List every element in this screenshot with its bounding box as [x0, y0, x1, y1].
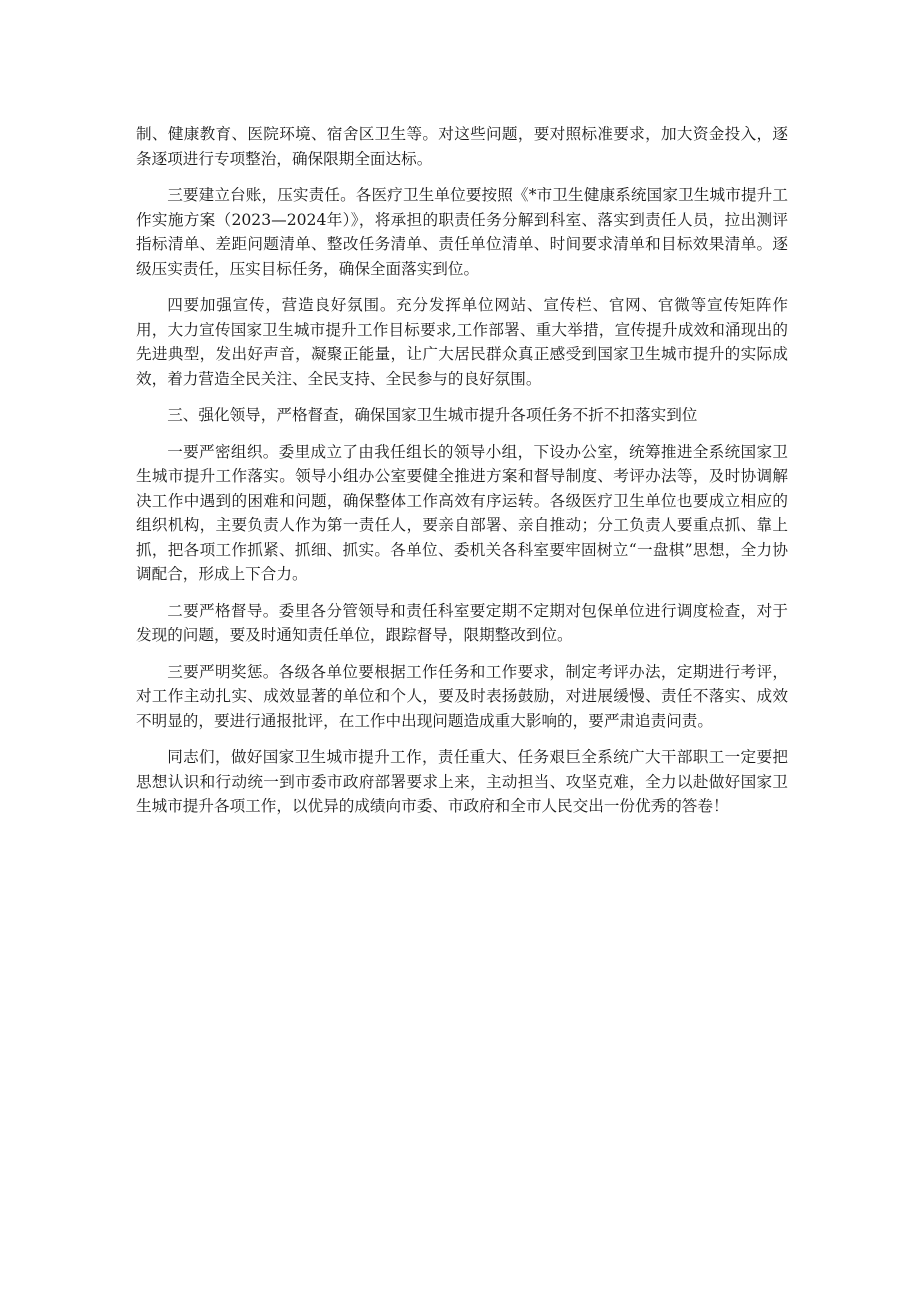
paragraph-organization: 一要严密组织。委里成立了由我任组长的领导小组，下设办公室，统筹推进全系统国家卫生城市提升工作落实。领导小组办公室要健全推进方案和督导制度、考评办法等，及时协调解决工作中遇到的困难和问题，确保整体工作高效有序运转。各级医疗卫生单位也要成立相应的组织机构，主要负责人作为第一责任人，要亲自部署、亲自推动；分工负责人要重点抓、靠上抓，把各项工作抓紧、抓细、抓实。各单位、委机关各科室要牢固树立“一盘棋”思想，全力协调配合，形成上下合力。: [136, 442, 788, 583]
paragraph-continuation: 制、健康教育、医院环境、宿舍区卫生等。对这些问题，要对照标准要求，加大资金投入，逐条逐项进行专项整治，确保限期全面达标。: [136, 125, 788, 168]
document-body: [136, 122, 788, 831]
paragraph-closing: 同志们，做好国家卫生城市提升工作，责任重大、任务艰巨全系统广大干部职工一定要把思想认识和行动统一到市委市政府部署要求上来，主动担当、攻坚克难，全力以赴做好国家卫生城市提升各项工作，以优异的成绩向市委、市政府和全市人民交出一份优秀的答卷！: [136, 748, 788, 815]
paragraph-ledger-responsibility: 三要建立台账，压实责任。各医疗卫生单位要按照《*市卫生健康系统国家卫生城市提升工作实施方案（2023—2024年）》，将承担的职责任务分解到科室、落实到责任人员，拉出测评指标清单、差距问题清单、整改任务清单、责任单位清单、时间要求清单和目标效果清单。逐级压实责任，压实目标任务，确保全面落实到位。: [136, 186, 788, 278]
paragraph-publicity: 四要加强宣传，营造良好氛围。充分发挥单位网站、宣传栏、官网、官微等宣传矩阵作用，大力宣传国家卫生城市提升工作目标要求,工作部署、重大举措，宣传提升成效和涌现出的先进典型，发出好声音，凝聚正能量，让广大居民群众真正感受到国家卫生城市提升的实际成效，着力营造全民关注、全民支持、全民参与的良好氛围。: [136, 296, 788, 388]
paragraph-supervision: 二要严格督导。委里各分管领导和责任科室要定期不定期对包保单位进行调度检查，对于发现的问题，要及时通知责任单位，跟踪督导，限期整改到位。: [136, 601, 788, 644]
paragraph-rewards-penalties: 三要严明奖惩。各级各单位要根据工作任务和工作要求，制定考评办法，定期进行考评，对工作主动扎实、成效显著的单位和个人，要及时表扬鼓励，对进展缓慢、责任不落实、成效不明显的，要进行通报批评，在工作中出现问题造成重大影响的，要严肃追责问责。: [136, 662, 788, 730]
section-heading-leadership: 三、强化领导，严格督查，确保国家卫生城市提升各项任务不折不扣落实到位: [167, 406, 698, 424]
